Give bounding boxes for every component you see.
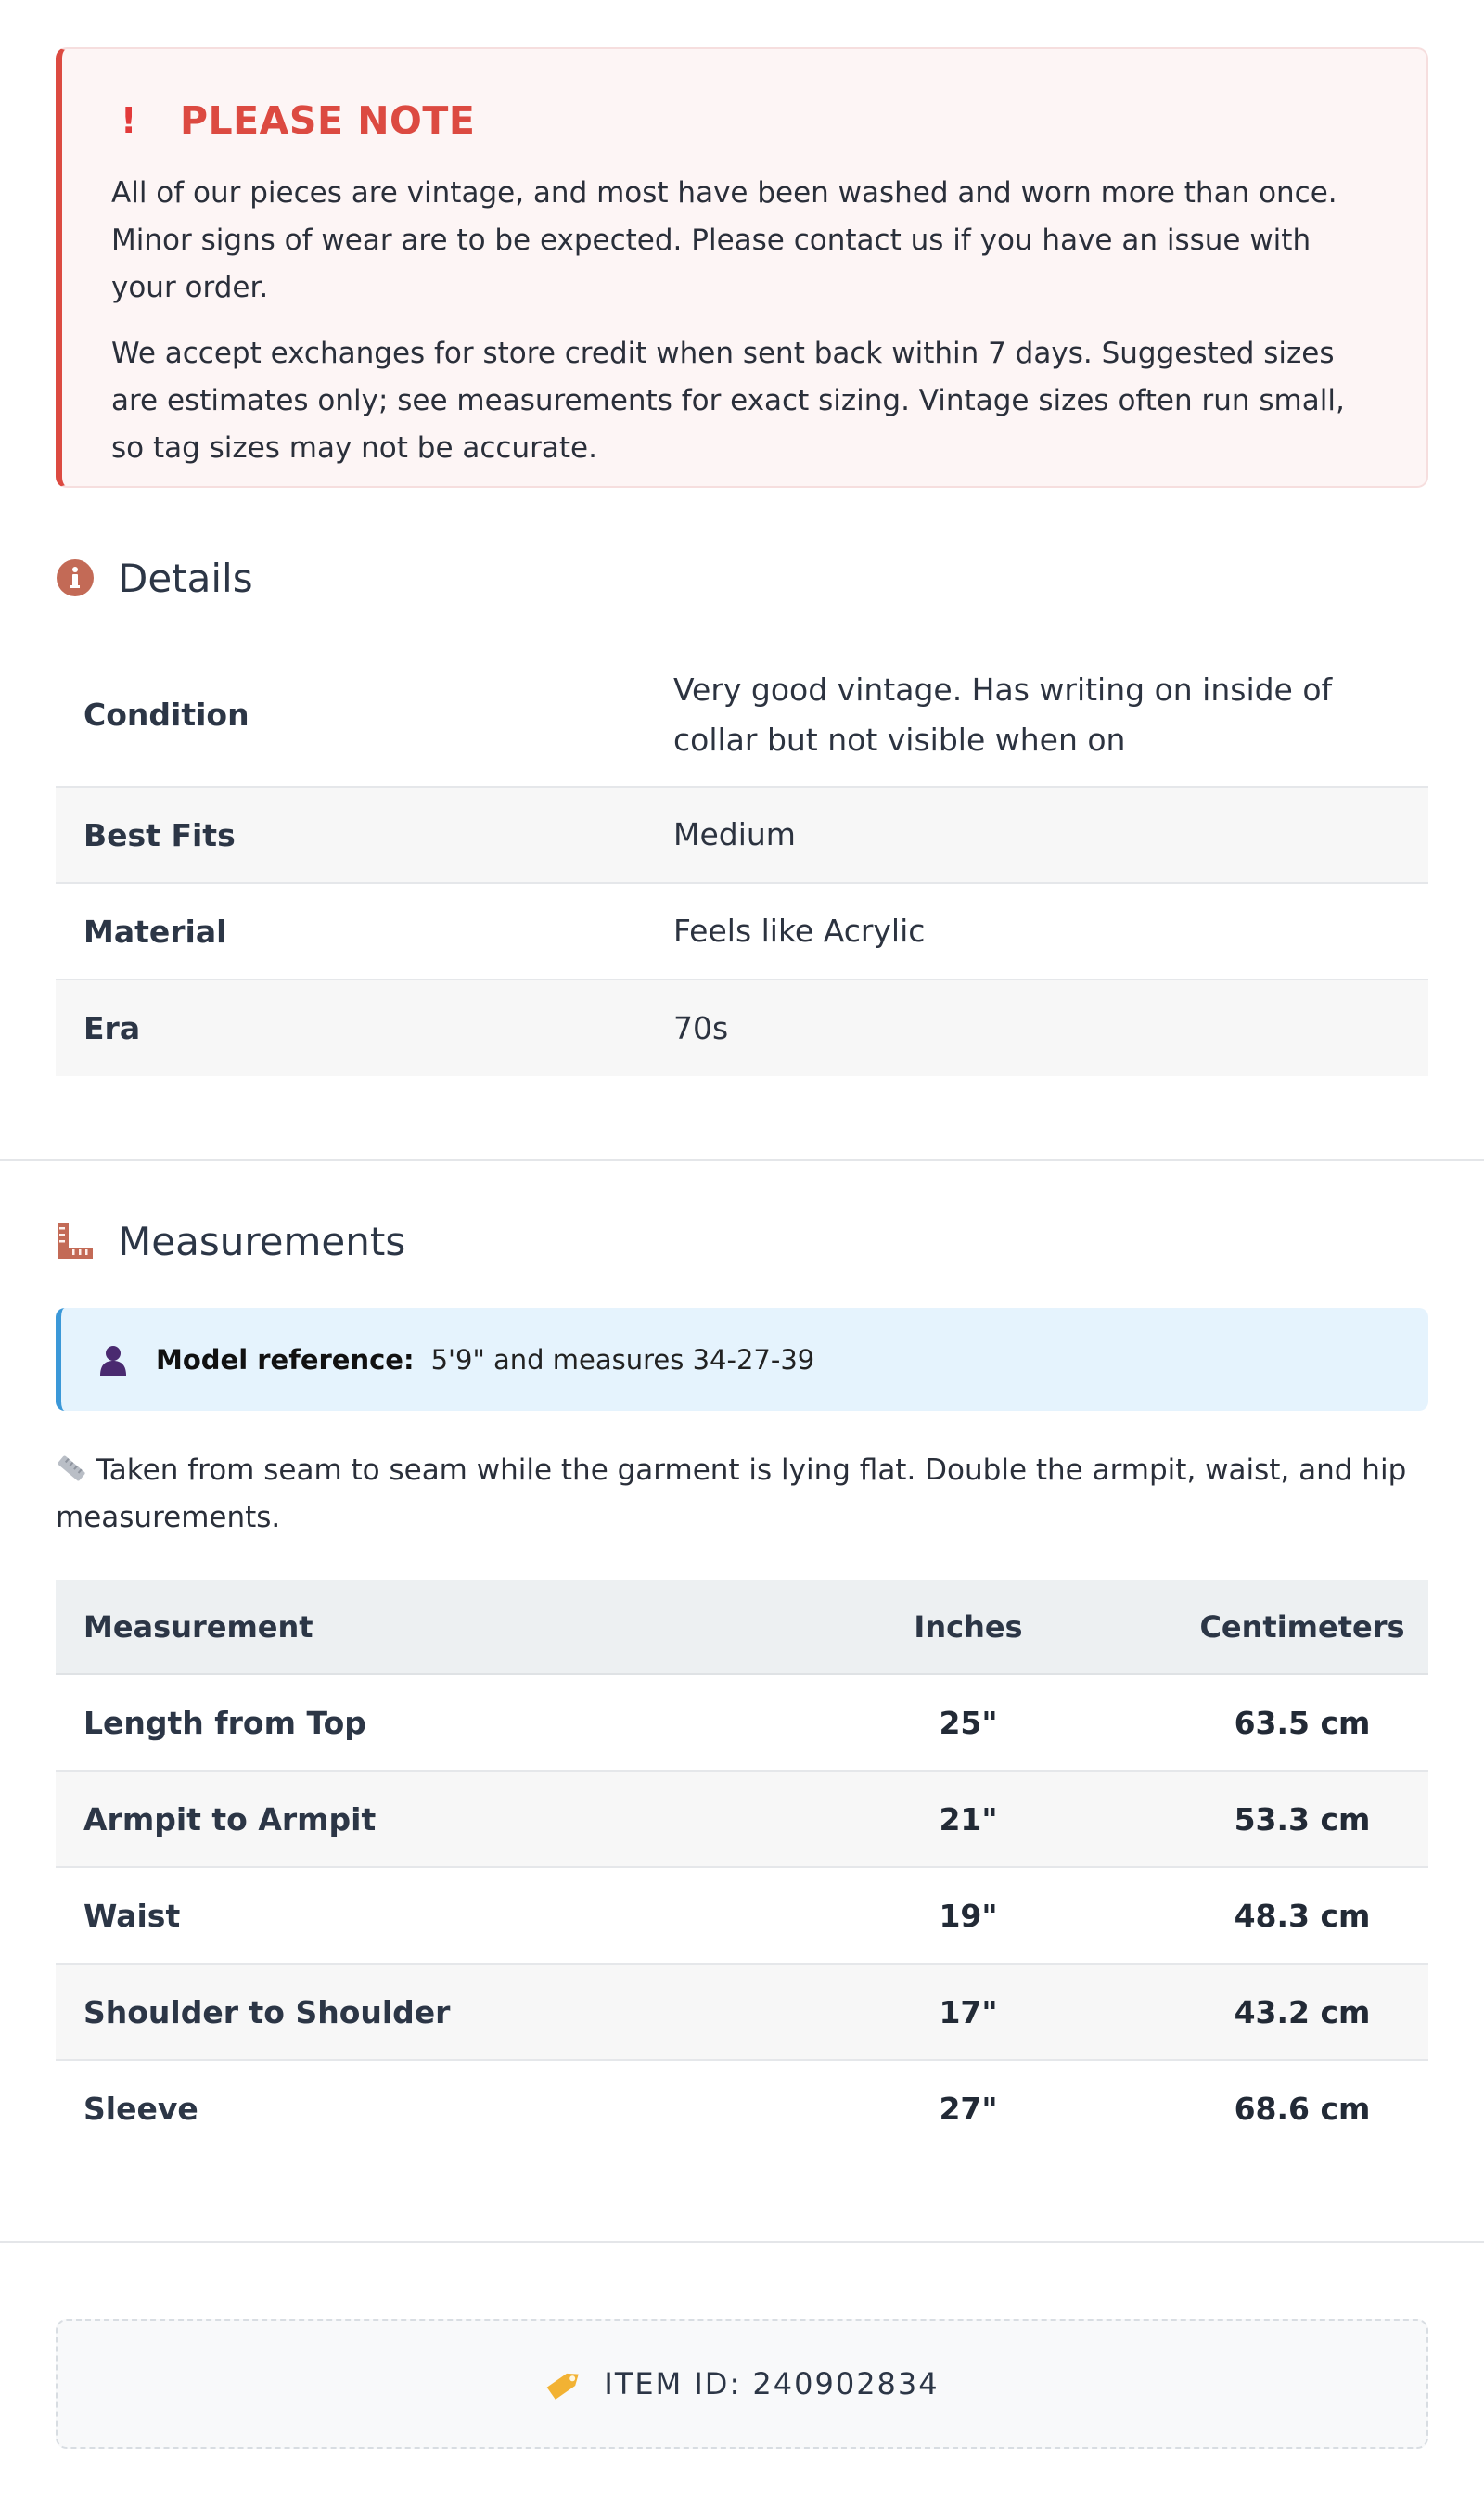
detail-label: Era: [56, 980, 673, 1076]
notice-box: [56, 47, 1428, 488]
tag-icon: [544, 2365, 585, 2402]
table-row: [56, 787, 1428, 883]
model-reference-box: [56, 1308, 1428, 1411]
measurement-cm: 48.3 cm: [1176, 1867, 1428, 1964]
model-reference-value: 5'9" and measures 34-27-39: [430, 1343, 815, 1376]
detail-value: 70s: [673, 980, 1428, 1076]
notice-paragraph: All of our pieces are vintage, and most have been washed and worn more than once. Minor signs of wear are to be expected. Please contact us if you have an issue with your order.: [111, 176, 1337, 304]
section-divider: [0, 2241, 1484, 2243]
column-header: Centimeters: [1176, 1580, 1428, 1674]
table-row: [56, 644, 1428, 787]
detail-label: Best Fits: [56, 787, 673, 883]
ruler-icon: [56, 1222, 95, 1261]
measurement-note-text: Taken from seam to seam while the garment is lying flat. Double the armpit, waist, and hip measurements.: [56, 1453, 1407, 1534]
measurements-title: Measurements: [118, 1218, 406, 1264]
measurement-note: [56, 1447, 1428, 1542]
notice-paragraph: We accept exchanges for store credit when sent back within 7 days. Suggested sizes are estimates only; see measurements for exact sizing. Vintage sizes often run small, so tag sizes may not be accurate.: [111, 337, 1345, 465]
notice-header: [111, 97, 1380, 144]
item-id-box: [56, 2319, 1428, 2449]
table-header-row: [56, 1580, 1428, 1674]
details-table: [56, 644, 1428, 1076]
measurements-section-header: [56, 1213, 1428, 1269]
detail-label: Material: [56, 883, 673, 980]
model-reference-label: Model reference:: [156, 1343, 415, 1376]
person-icon: [98, 1344, 128, 1376]
notice-title: PLEASE NOTE: [180, 98, 476, 143]
detail-label: Condition: [56, 644, 673, 787]
table-row: [56, 980, 1428, 1076]
table-row: [56, 883, 1428, 980]
exclamation-icon: !: [121, 100, 137, 141]
table-row: [56, 1771, 1428, 1867]
measurement-inches: 21": [761, 1771, 1176, 1867]
item-id-text: ITEM ID: 240902834: [604, 2366, 940, 2401]
column-header: Inches: [761, 1580, 1176, 1674]
table-row: [56, 1964, 1428, 2060]
info-icon: [56, 558, 95, 597]
measurement-inches: 19": [761, 1867, 1176, 1964]
detail-value: Very good vintage. Has writing on inside of collar but not visible when on: [673, 644, 1428, 787]
measurement-cm: 53.3 cm: [1176, 1771, 1428, 1867]
measurement-name: Shoulder to Shoulder: [56, 1964, 761, 2060]
measurement-cm: 68.6 cm: [1234, 2091, 1371, 2127]
measurement-name: Length from Top: [56, 1674, 761, 1771]
measurement-inches: 27": [939, 2091, 998, 2127]
measurement-name: Sleeve: [83, 2091, 198, 2127]
detail-value: Medium: [673, 787, 1428, 883]
table-row: [56, 2060, 1428, 2157]
measurements-table: [56, 1580, 1428, 2157]
section-divider: [0, 1159, 1484, 1161]
measurement-name: Waist: [56, 1867, 761, 1964]
table-row: [56, 1674, 1428, 1771]
column-header: Measurement: [56, 1580, 761, 1674]
ruler-small-icon: [56, 1454, 87, 1482]
table-row: [56, 1867, 1428, 1964]
details-title: Details: [118, 555, 253, 601]
measurement-cm: 63.5 cm: [1176, 1674, 1428, 1771]
measurement-inches: 25": [761, 1674, 1176, 1771]
detail-value: Feels like Acrylic: [673, 883, 1428, 980]
measurement-cm: 43.2 cm: [1176, 1964, 1428, 2060]
details-section-header: [56, 550, 1428, 606]
measurement-inches: 17": [761, 1964, 1176, 2060]
measurement-name: Armpit to Armpit: [56, 1771, 761, 1867]
